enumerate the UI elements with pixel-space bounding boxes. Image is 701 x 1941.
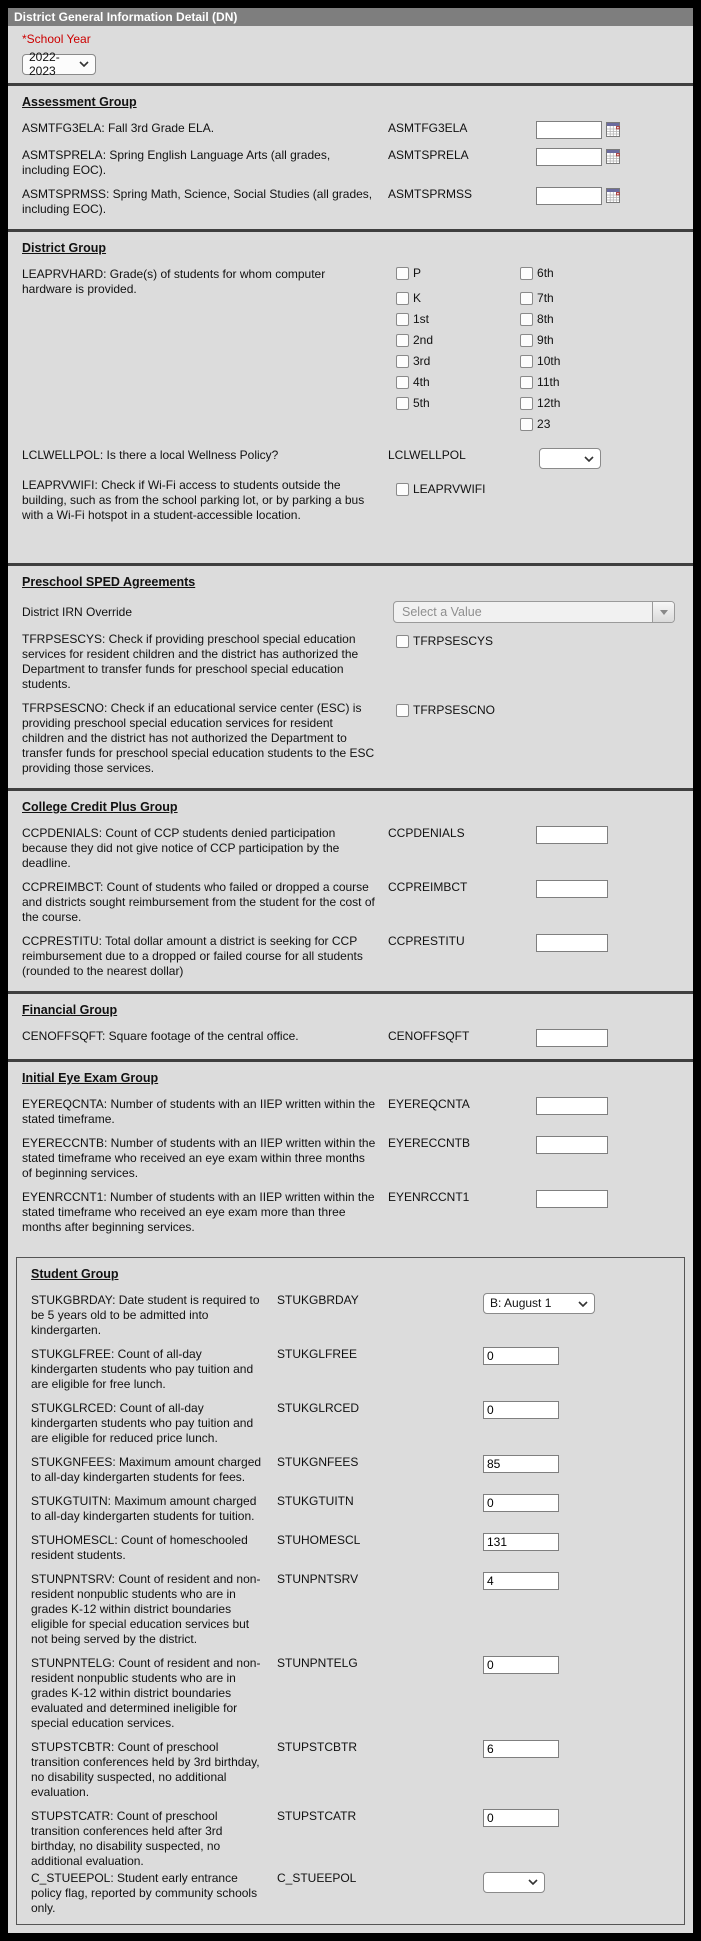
stukgbrday-select[interactable]: [483, 1293, 595, 1314]
grade-checkbox-label: 4th: [413, 375, 430, 389]
section-financial-group: [8, 991, 693, 1059]
stuhomescl-input[interactable]: [483, 1533, 559, 1551]
leaprvwifi-checkbox-label: LEAPRVWIFI: [413, 482, 486, 496]
field-description: ASMTSPRELA: Spring English Language Arts (all grades, including EOC).: [22, 147, 331, 177]
field-label: District IRN Override: [22, 604, 133, 619]
grade-checkbox-label: 3rd: [413, 354, 431, 368]
field-description: LEAPRVHARD: Grade(s) of students for whom computer hardware is provided.: [22, 266, 326, 296]
eyereccntb-input[interactable]: [536, 1136, 608, 1154]
field-code: STUPSTCBTR: [277, 1740, 358, 1754]
field-code: C_STUEEPOL: [277, 1871, 357, 1885]
field-description: CCPDENIALS: Count of CCP students denied participation because they did not give notice of CCP participation by the deadline.: [22, 826, 340, 870]
field-description: EYEREQCNTA: Number of students with an IIEP written within the stated timeframe.: [22, 1097, 376, 1126]
grade-9th-checkbox[interactable]: [520, 334, 533, 347]
form-row-lclwellpol: [22, 448, 679, 470]
grade-checkbox-grid: [388, 267, 679, 439]
c-stueepol-select[interactable]: [483, 1872, 545, 1893]
grade-23-checkbox[interactable]: [520, 418, 533, 431]
stukglfree-input[interactable]: [483, 1347, 559, 1365]
grade-checkbox-label: 5th: [413, 396, 430, 410]
school-year-label: *School Year: [22, 32, 91, 46]
field-code: LCLWELLPOL: [388, 447, 466, 462]
form-row-stukgbrday: [31, 1293, 670, 1338]
grade-2nd-checkbox[interactable]: [396, 334, 409, 347]
field-description: CCPRESTITU: Total dollar amount a district is seeking for CCP reimbursement due to a dropped or failed course for all students (rounded to the nearest dollar): [22, 934, 363, 978]
eye-exam-group-heading: Initial Eye Exam Group: [22, 1071, 159, 1085]
field-description: ASMTSPRMSS: Spring Math, Science, Social Studies (all grades, including EOC).: [22, 186, 373, 216]
field-description: STUKGLFREE: Count of all-day kindergarten students who pay tuition and are eligible for free lunch.: [31, 1347, 254, 1391]
field-code: ASMTFG3ELA: [388, 120, 468, 135]
field-code: EYERECCNTB: [388, 1136, 471, 1150]
tfrpsescys-checkbox[interactable]: [396, 635, 409, 648]
ccpreimbct-input[interactable]: [536, 880, 608, 898]
grade-checkbox-label: 9th: [537, 333, 554, 347]
student-group-heading: Student Group: [31, 1267, 119, 1281]
section-assessment-group: [8, 83, 693, 229]
grade-6th-checkbox[interactable]: [520, 267, 533, 280]
stupstcbtr-input[interactable]: [483, 1740, 559, 1758]
form-row-ccpreimbct: [22, 880, 679, 925]
grade-checkbox-label: 2nd: [413, 333, 434, 347]
form-row-leaprvhard: [22, 267, 679, 439]
chevron-down-icon: [528, 1879, 538, 1885]
eyereqcnta-input[interactable]: [536, 1097, 608, 1115]
field-description: STUPSTCATR: Count of preschool transition conferences held after 3rd birthday, no disability suspected, no additional evaluation.: [31, 1809, 223, 1868]
form-row-leaprvwifi: [22, 478, 679, 551]
tfrpsescno-checkbox-label: TFRPSESCNO: [413, 703, 496, 717]
field-description: STUKGNFEES: Maximum amount charged to all-day kindergarten students for fees.: [31, 1455, 262, 1484]
dropdown-arrow-icon: [660, 610, 668, 615]
form-row-stupstcatr: [31, 1809, 670, 1869]
eyenrccnt1-input[interactable]: [536, 1190, 608, 1208]
grade-checkbox-label: 1st: [413, 312, 430, 326]
field-code: ASMTSPRMSS: [388, 186, 473, 201]
field-description: TFRPSESCYS: Check if providing preschool special education services for resident children and the district has authorized the Department to transfer funds for preschool special education students.: [22, 632, 359, 691]
lclwellpol-select[interactable]: [539, 448, 601, 469]
field-description: EYERECCNTB: Number of students with an IIEP written within the stated timeframe who received an eye exam within three months of beginning services.: [22, 1136, 376, 1180]
field-description: STUKGTUITN: Maximum amount charged to all-day kindergarten students for tuition.: [31, 1494, 257, 1523]
grade-4th-checkbox[interactable]: [396, 376, 409, 389]
field-description: CCPREIMBCT: Count of students who failed or dropped a course and districts sought reimbursement from the student for the cost of the course.: [22, 880, 375, 924]
page-title: District General Information Detail (DN): [8, 8, 693, 26]
field-description: LEAPRVWIFI: Check if Wi-Fi access to students outside the building, such as from the school parking lot, or by parking a bus with a Wi-Fi hotspot in a student-accessible location.: [22, 478, 365, 522]
asmtfg3ela-date-input[interactable]: [536, 121, 602, 139]
grade-8th-checkbox[interactable]: [520, 313, 533, 326]
district-group-heading: District Group: [22, 240, 107, 255]
grade-checkbox-label: 12th: [537, 396, 561, 410]
form-row-tfrpsescys: [22, 632, 679, 692]
field-code: EYEREQCNTA: [388, 1097, 470, 1111]
form-row-cenoffsqft: [22, 1029, 679, 1047]
grade-3rd-checkbox[interactable]: [396, 355, 409, 368]
form-row-c-stueepol: [31, 1871, 670, 1916]
section-initial-eye-exam: [8, 1059, 693, 1247]
grade-12th-checkbox[interactable]: [520, 397, 533, 410]
field-description: C_STUEEPOL: Student early entrance policy flag, reported by community schools only.: [31, 1871, 258, 1915]
form-row-asmtfg3ela: [22, 121, 679, 139]
grade-checkbox-label: 8th: [537, 312, 554, 326]
field-description: EYENRCCNT1: Number of students with an IIEP written within the stated timeframe who received an eye exam more than three months after beginning services.: [22, 1190, 375, 1234]
field-code: STUPSTCATR: [277, 1809, 357, 1823]
field-description: STUHOMESCL: Count of homeschooled resident students.: [31, 1533, 248, 1562]
asmtsprmss-date-input[interactable]: [536, 187, 602, 205]
school-year-block: [8, 26, 693, 83]
field-code: STUKGLRCED: [277, 1401, 360, 1415]
field-description: CENOFFSQFT: Square footage of the central office.: [22, 1029, 299, 1043]
chevron-down-icon: [578, 1301, 588, 1307]
form-row-stukglfree: [31, 1347, 670, 1392]
grade-1st-checkbox[interactable]: [396, 313, 409, 326]
chevron-down-icon: [79, 61, 89, 67]
stukgtuitn-input[interactable]: [483, 1494, 559, 1512]
chevron-down-icon: [584, 456, 594, 462]
combobox-placeholder: Select a Value: [402, 605, 482, 619]
form-row-district-irn-override: [22, 601, 679, 623]
form-row-stunpntsrv: [31, 1572, 670, 1647]
asmtsprela-date-input[interactable]: [536, 148, 602, 166]
form-row-ccpdenials: [22, 826, 679, 871]
calendar-icon[interactable]: [606, 122, 620, 137]
stunpntsrv-input[interactable]: [483, 1572, 559, 1590]
grade-checkbox-label: 11th: [537, 375, 560, 389]
grade-checkbox-label: P: [413, 266, 422, 280]
form-row-stukgtuitn: [31, 1494, 670, 1524]
field-description: ASMTFG3ELA: Fall 3rd Grade ELA.: [22, 120, 215, 135]
field-code: STUKGLFREE: [277, 1347, 358, 1361]
school-year-select[interactable]: [22, 50, 96, 78]
form-row-eyenrccnt1: [22, 1190, 679, 1235]
ccp-group-heading: College Credit Plus Group: [22, 800, 178, 814]
field-code: CCPRESTITU: [388, 934, 465, 948]
district-irn-override-combobox[interactable]: [393, 601, 675, 623]
field-description: STUNPNTELG: Count of resident and non-resident nonpublic students who are in grades K-12 within district boundaries evaluated and determined ineligible for special education services.: [31, 1656, 261, 1730]
grade-checkbox-label: 6th: [537, 266, 554, 280]
calendar-icon[interactable]: [606, 188, 620, 203]
grade-checkbox-label: 23: [537, 417, 551, 431]
school-year-value: 2022-2023: [29, 50, 60, 78]
form-row-asmtsprela: [22, 148, 679, 178]
form-row-tfrpsescno: [22, 701, 679, 776]
preschool-sped-heading: Preschool SPED Agreements: [22, 575, 196, 589]
field-code: STUKGBRDAY: [277, 1293, 359, 1307]
field-code: STUHOMESCL: [277, 1533, 361, 1547]
field-description: STUKGLRCED: Count of all-day kindergarten students who pay tuition and are eligible for reduced price lunch.: [31, 1401, 254, 1445]
stupstcatr-input[interactable]: [483, 1809, 559, 1827]
field-description: STUPSTCBTR: Count of preschool transition conferences held by 3rd birthday, no disability suspected, no additional evaluation.: [31, 1740, 260, 1799]
field-description: STUKGBRDAY: Date student is required to be 5 years old to be admitted into kindergarten.: [31, 1293, 260, 1337]
dropdown-arrow-button[interactable]: [652, 602, 674, 622]
section-preschool-sped: [8, 563, 693, 788]
stukgnfees-input[interactable]: [483, 1455, 559, 1473]
grade-5th-checkbox[interactable]: [396, 397, 409, 410]
financial-group-heading: Financial Group: [22, 1003, 118, 1017]
ccprestitu-input[interactable]: [536, 934, 608, 952]
grade-checkbox-label: K: [413, 291, 422, 305]
field-code: CENOFFSQFT: [388, 1029, 470, 1043]
grade-10th-checkbox[interactable]: [520, 355, 533, 368]
tfrpsescno-checkbox[interactable]: [396, 704, 409, 717]
field-description: LCLWELLPOL: Is there a local Wellness Policy?: [22, 447, 279, 462]
section-student-group: [16, 1257, 685, 1925]
form-row-stunpntelg: [31, 1656, 670, 1731]
grade-checkbox-label: 7th: [537, 291, 554, 305]
ccpdenials-input[interactable]: [536, 826, 608, 844]
grade-11th-checkbox[interactable]: [520, 376, 533, 389]
grade-checkbox-label: 10th: [537, 354, 561, 368]
field-code: STUKGTUITN: [277, 1494, 354, 1508]
assessment-group-heading: Assessment Group: [22, 94, 137, 109]
field-code: STUNPNTSRV: [277, 1572, 359, 1586]
form-row-eyereqcnta: [22, 1097, 679, 1127]
grade-7th-checkbox[interactable]: [520, 292, 533, 305]
field-code: STUKGNFEES: [277, 1455, 359, 1469]
form-row-stukglrced: [31, 1401, 670, 1446]
field-code: EYENRCCNT1: [388, 1190, 470, 1204]
stukglrced-input[interactable]: [483, 1401, 559, 1419]
form-row-asmtsprmss: [22, 187, 679, 217]
stunpntelg-input[interactable]: [483, 1656, 559, 1674]
section-district-group: [8, 229, 693, 564]
field-code: STUNPNTELG: [277, 1656, 358, 1670]
form-row-eyereccntb: [22, 1136, 679, 1181]
leaprvwifi-checkbox[interactable]: [396, 483, 409, 496]
tfrpsescys-checkbox-label: TFRPSESCYS: [413, 634, 494, 648]
section-college-credit-plus: [8, 788, 693, 991]
field-code: ASMTSPRELA: [388, 147, 469, 162]
form-row-stuhomescl: [31, 1533, 670, 1563]
field-code: CCPDENIALS: [388, 826, 465, 840]
field-description: TFRPSESCNO: Check if an educational service center (ESC) is providing preschool special education services for resident children and the district has not authorized the Department to transfer funds for preschool special education students to the ESC providing those services.: [22, 701, 375, 775]
field-description: STUNPNTSRV: Count of resident and non-resident nonpublic students who are in grades K-12 within district boundaries eligible for special education services but not being served by the district.: [31, 1572, 261, 1646]
form-row-ccprestitu: [22, 934, 679, 979]
cenoffsqft-input[interactable]: [536, 1029, 608, 1047]
grade-k-checkbox[interactable]: [396, 292, 409, 305]
form-row-stukgnfees: [31, 1455, 670, 1485]
calendar-icon[interactable]: [606, 149, 620, 164]
field-code: CCPREIMBCT: [388, 880, 468, 894]
stukgbrday-value: B: August 1: [490, 1296, 552, 1310]
grade-p-checkbox[interactable]: [396, 267, 409, 280]
form-row-stupstcbtr: [31, 1740, 670, 1800]
